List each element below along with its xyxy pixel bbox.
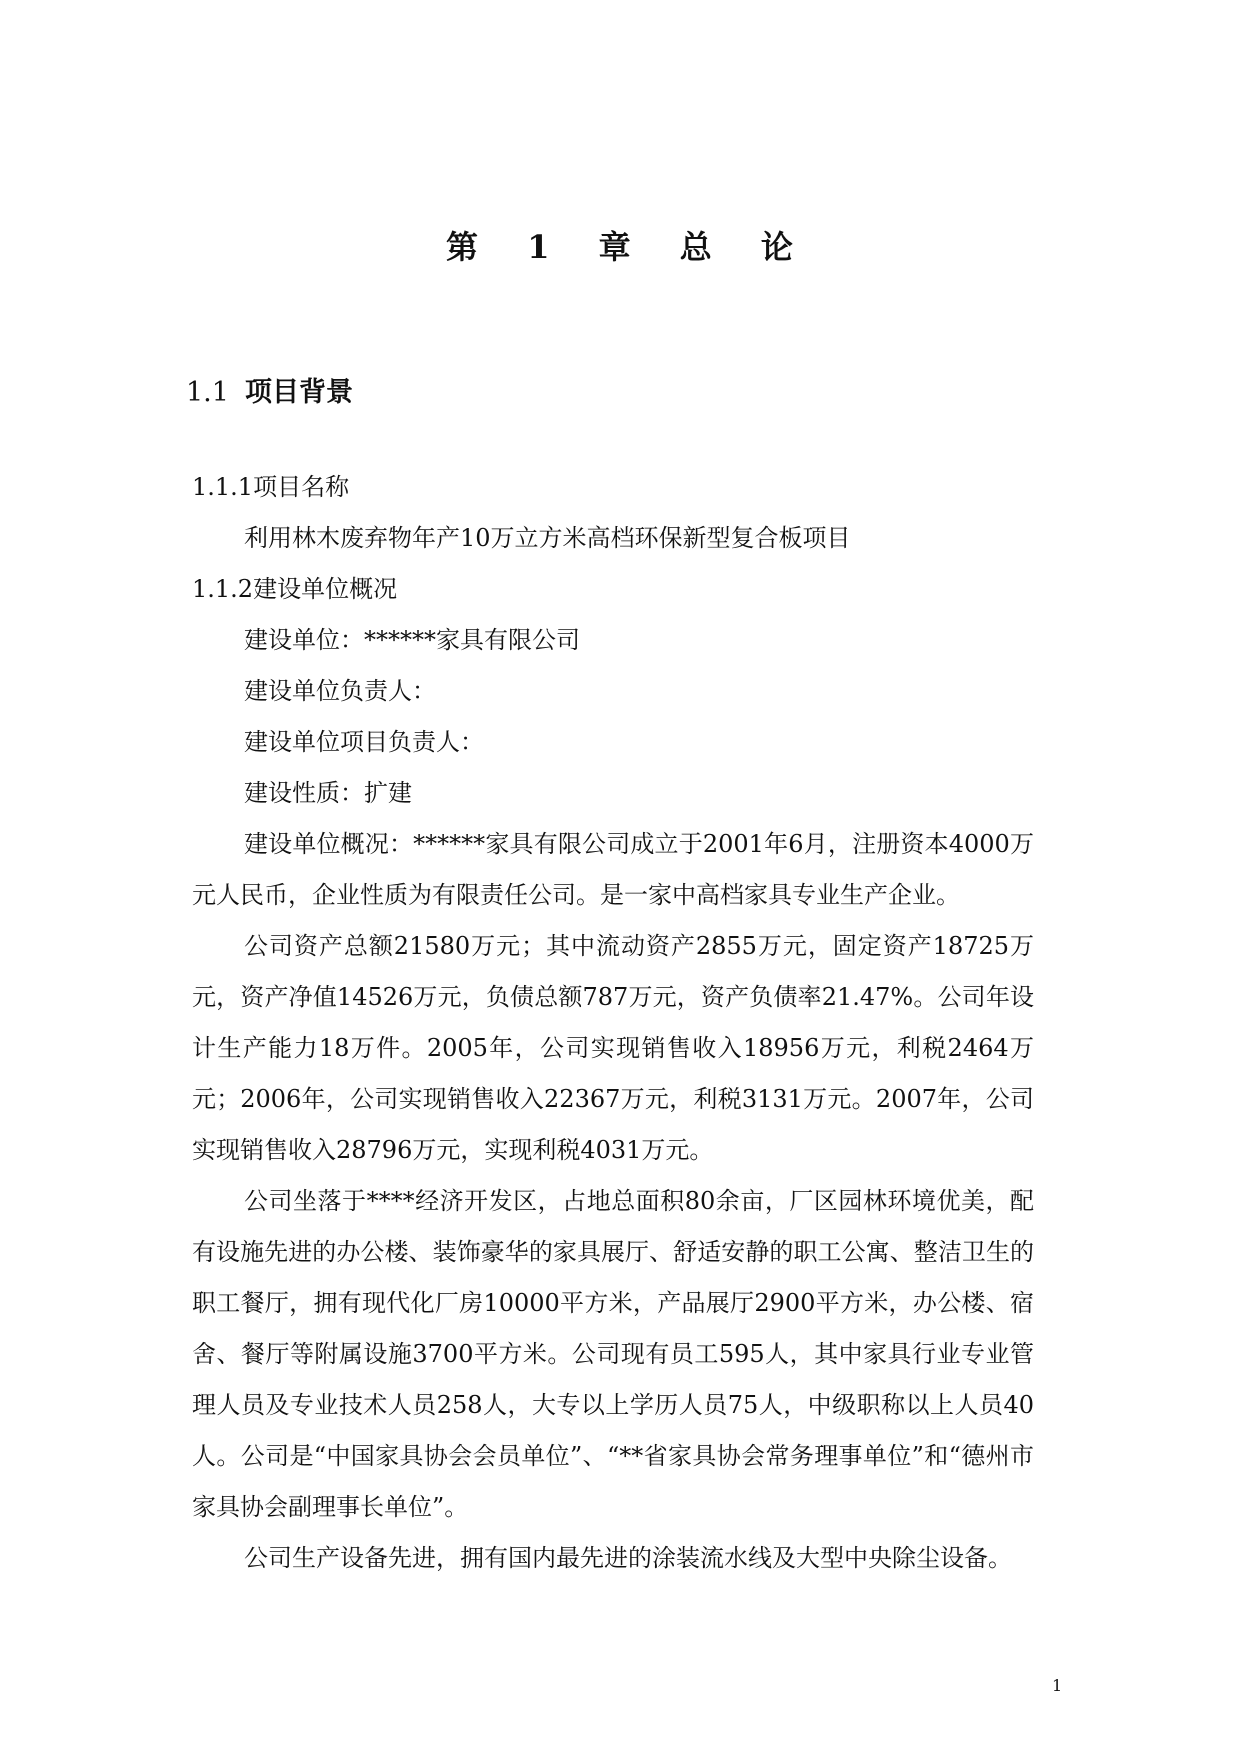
chapter-title-part: 章 xyxy=(598,228,633,266)
unit-leader: 建设单位负责人： xyxy=(244,677,436,705)
chapter-title xyxy=(0,225,1241,269)
project-name: 利用林木废弃物年产10万立方米高档环保新型复合板项目 xyxy=(244,524,851,552)
section-title: 项目背景 xyxy=(244,377,353,408)
chapter-title-part: 总 xyxy=(679,228,714,266)
subsection-heading-unit-overview: 1.1.2建设单位概况 xyxy=(192,575,398,603)
page-number: 1 xyxy=(1052,1676,1063,1695)
chapter-title-part: 论 xyxy=(760,228,795,266)
paragraph-location: 公司坐落于****经济开发区，占地总面积80余亩，厂区园林环境优美，配有设施先进的办公楼、装饰豪华的家具展厅、舒适安静的职工公寓、整洁卫生的职工餐厅，拥有现代化厂房10000平方米，产品展厅2900平方米，办公楼、宿舍、餐厅等附属设施3700平方米。公司现有员工595人，其中家具行业专业管理人员及专业技术人员258人，大专以上学历人员75人，中级职称以上人员40人。公司是“中国家具协会会员单位”、“**省家具协会常务理事单位”和“德州市家具协会副理事长单位”。 xyxy=(192,1187,1034,1521)
chapter-title-part: 1 xyxy=(527,228,552,266)
paragraph-assets: 公司资产总额21580万元；其中流动资产2855万元，固定资产18725万元，资产净值14526万元，负债总额787万元，资产负债率21.47%。公司年设计生产能力18万件。2005年，公司实现销售收入18956万元，利税2464万元；2006年，公司实现销售收入22367万元，利税3131万元。2007年，公司实现销售收入28796万元，实现利税4031万元。 xyxy=(192,932,1034,1164)
subsection-heading-project-name: 1.1.1项目名称 xyxy=(192,473,350,501)
document-body xyxy=(192,462,1034,1584)
paragraph-equipment: 公司生产设备先进，拥有国内最先进的涂装流水线及大型中央除尘设备。 xyxy=(244,1544,1012,1572)
section-heading xyxy=(186,373,353,413)
construction-unit: 建设单位：******家具有限公司 xyxy=(244,626,580,654)
paragraph-unit-overview: 建设单位概况：******家具有限公司成立于2001年6月，注册资本4000万元人民币，企业性质为有限责任公司。是一家中高档家具专业生产企业。 xyxy=(192,830,1034,909)
project-leader: 建设单位项目负责人： xyxy=(244,728,484,756)
construction-nature: 建设性质：扩建 xyxy=(244,779,412,807)
section-number: 1.1 xyxy=(186,377,229,408)
chapter-title-part: 第 xyxy=(446,228,481,266)
